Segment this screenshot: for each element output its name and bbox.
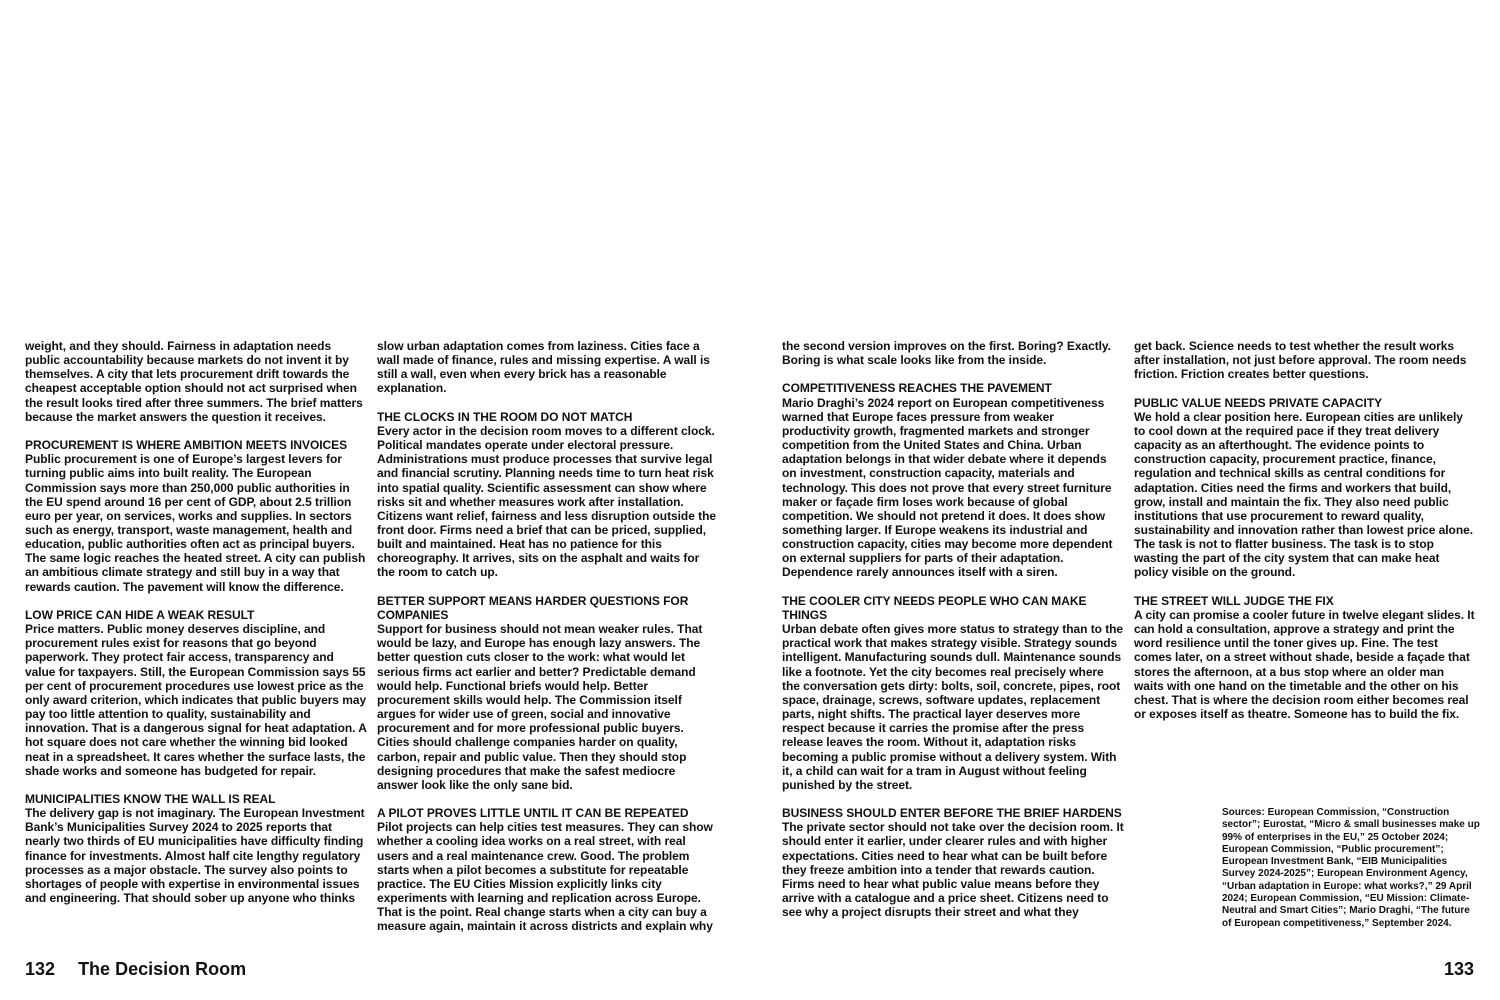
article-section — [1134, 594, 1476, 721]
article-section — [782, 339, 1124, 367]
article-section — [1134, 396, 1476, 580]
right-page-column-2 — [1134, 339, 1476, 735]
page-number-left: 132 — [25, 959, 56, 979]
body-text: the second version improves on the first. Boring? Exactly. Boring is what scale looks like from the inside. — [782, 339, 1111, 368]
body-text: We hold a clear position here. European cities are unlikely to cool down at the required pace if they treat delivery capacity as an afterthought. The evidence points to construction capacity, procurement practice, finance, regulation and technical skills as central conditions for adaptation. Cities need the firms and workers that build, grow, install and maintain the fix. They also need public institutions that use procurement to reward quality, sustainability and innovation rather than lowest price alone. The task is not to flatter business. The task is to stop wasting the part of the city system that can make heat policy visible on the ground. — [1134, 409, 1474, 580]
body-text: The private sector should not take over the decision room. It should enter it earlier, under clearer rules and with higher expectations. Cities need to hear what can be built before they freeze ambition into a tender that rewards caution. Firms need to hear what public value means before they arrive with a catalogue and a price sheet. Citizens need to see why a project disrupts their street and what they — [782, 820, 1124, 920]
section-heading: LOW PRICE CAN HIDE A WEAK RESULT — [25, 607, 255, 622]
running-title: The Decision Room — [78, 959, 247, 979]
body-text: get back. Science needs to test whether the result works after installation, not just before approval. The room needs friction. Friction creates better questions. — [1134, 339, 1467, 382]
body-text: A city can promise a cooler future in twelve elegant slides. It can hold a consultation, approve a strategy and print the word resilience until the toner gives up. Fine. The test comes later, on a street without shade, beside a façade that stores the afternoon, at a bus stop where an older man waits with one hand on the timetable and the other on his chest. That is where the decision room either becomes real or exposes itself as theatre. Someone has to build the fix. — [1134, 607, 1475, 722]
page-number-right: 133 — [1443, 959, 1474, 979]
article-section — [377, 410, 719, 580]
left-page-column-1 — [25, 339, 367, 919]
sources-note: Sources: European Commission, “Construction sector”; Eurostat, “Micro & small businesses make up 99% of enterprises in the EU,” 25 October 2024; European Commission, “Public procurement”; European Investment Bank, “EIB Municipalities Survey 2024-2025”; European Environment Agency, “Urban adaptation in Europe: what works?,” 29 April 2024; European Commission, “EU Mission: Climate-Neutral and Smart Cities”; Mario Draghi, “The future of European competitiveness,” September 2024. — [1222, 807, 1480, 929]
section-heading: BETTER SUPPORT MEANS HARDER QUESTIONS FOR COMPANIES — [377, 593, 689, 622]
article-section — [25, 438, 367, 594]
section-heading: THE COOLER CITY NEEDS PEOPLE WHO CAN MAKE THINGS — [782, 593, 1087, 622]
body-text: Mario Draghi’s 2024 report on European competitiveness warned that Europe faces pressure from weaker productivity growth, fragmented markets and stronger competition from the United States and China. Urban adaptation belongs in that wider debate where it depends on investment, construction capacity, materials and technology. This does not prove that every street furniture maker or façade firm loses work because of global competition. We should not pretend it does. It does show something larger. If Europe weakens its industrial and construction capacity, cities may become more dependent on external suppliers for parts of their adaptation. Dependence rarely announces itself with a siren. — [782, 395, 1113, 580]
body-text: Pilot projects can help cities test measures. They can show whether a cooling idea works on a real street, with real users and a real maintenance crew. Good. The problem starts when a pilot becomes a substitute for repeatable practice. The EU Cities Mission explicitly links city experiments with learning and replication across Europe. That is the point. Real change starts when a city can buy a measure again, maintain it across districts and explain why — [377, 820, 713, 934]
article-section — [377, 339, 719, 396]
body-text: weight, and they should. Fairness in adaptation needs public accountability because markets do not invent it by themselves. A city that lets procurement drift towards the cheapest acceptable option should not act surprised when the result looks tired after three summers. The brief matters because the market answers the question it receives. — [25, 339, 363, 424]
article-section — [25, 339, 367, 424]
body-text: slow urban adaptation comes from laziness. Cities face a wall made of finance, rules and missing expertise. A wall is still a wall, even when every brick has a reasonable explanation. — [377, 339, 710, 396]
article-section — [782, 594, 1124, 792]
article-section — [782, 806, 1124, 919]
section-heading: PROCUREMENT IS WHERE AMBITION MEETS INVOICES — [25, 438, 348, 453]
section-heading: MUNICIPALITIES KNOW THE WALL IS REAL — [25, 791, 276, 806]
section-heading: BUSINESS SHOULD ENTER BEFORE THE BRIEF HARDENS — [782, 806, 1122, 821]
section-heading: THE STREET WILL JUDGE THE FIX — [1134, 593, 1334, 608]
article-section — [377, 594, 719, 792]
left-page-column-2 — [377, 339, 719, 948]
section-heading: PUBLIC VALUE NEEDS PRIVATE CAPACITY — [1134, 395, 1383, 410]
section-heading: THE CLOCKS IN THE ROOM DO NOT MATCH — [377, 409, 633, 424]
article-section — [25, 792, 367, 905]
body-text: Public procurement is one of Europe’s largest levers for turning public aims into built reality. The European Commission says more than 250,000 public authorities in the EU spend around 16 per cent of GDP, about 2.5 trillion euro per year, on services, works and supplies. In sectors such as energy, transport, waste management, health and education, public authorities often act as principal buyers. The same logic reaches the heated street. A city can publish an ambitious climate strategy and still buy in a way that rewards caution. The pavement will know the difference. — [25, 452, 366, 594]
right-page-footer — [1444, 958, 1474, 980]
section-heading: COMPETITIVENESS REACHES THE PAVEMENT — [782, 381, 1052, 396]
article-section — [25, 608, 367, 778]
article-section — [1134, 339, 1476, 381]
article-section — [377, 806, 719, 933]
section-heading: A PILOT PROVES LITTLE UNTIL IT CAN BE REPEATED — [377, 806, 689, 821]
body-text: Every actor in the decision room moves to a different clock. Political mandates operate under electoral pressure. Administrations must produce processes that survive legal and financial scrutiny. Planning needs time to turn heat risk into spatial quality. Scientific assessment can show where risks sit and whether measures work after installation. Citizens want relief, fairness and less disruption outside the front door. Firms need a brief that can be priced, supplied, built and maintained. Heat has no patience for this choreography. It arrives, sits on the asphalt and waits for the room to catch up. — [377, 423, 716, 580]
left-page-footer — [25, 958, 246, 980]
right-page-column-1 — [782, 339, 1124, 934]
body-text: Support for business should not mean weaker rules. That would be lazy, and Europe has enough lazy answers. The better question cuts closer to the work: what would let serious firms act earlier and better? Predictable demand would help. Functional briefs would help. Better procurement skills would help. The Commission itself argues for wider use of green, social and innovative procurement and for more professional public buyers. Cities should challenge companies harder on quality, carbon, repair and public value. Then they should stop designing procedures that make the safest mediocre answer look like the only sane bid. — [377, 622, 703, 792]
body-text: Urban debate often gives more status to strategy than to the practical work that makes strategy visible. Strategy sounds intelligent. Manufacturing sounds dull. Maintenance sounds like a footnote. Yet the city becomes real precisely where the conversation gets dirty: bolts, soil, concrete, pipes, root space, drainage, screws, software updates, replacement parts, night shifts. The practical layer deserves more respect because it carries the promise after the press release leaves the room. Without it, adaptation risks becoming a public promise without a delivery system. With it, a child can wait for a tram in August without feeling punished by the street. — [782, 622, 1124, 792]
article-section — [782, 381, 1124, 579]
body-text: Price matters. Public money deserves discipline, and procurement rules exist for reasons that go beyond paperwork. They protect fair access, transparency and value for taxpayers. Still, the European Commission says 55 per cent of procurement procedures use lowest price as the only award criterion, which indicates that public buyers may pay too little attention to quality, sustainability and innovation. That is a dangerous signal for heat adaptation. A hot square does not care whether the winning bid looked neat in a spreadsheet. It cares whether the surface lasts, the shade works and someone has budgeted for repair. — [25, 622, 367, 778]
body-text: The delivery gap is not imaginary. The European Investment Bank’s Municipalities Survey 2024 to 2025 reports that nearly two thirds of EU municipalities have difficulty finding finance for investments. Almost half cite lengthy regulatory processes as a major obstacle. The survey also points to shortages of people with expertise in environmental issues and engineering. That should sober up anyone who thinks — [25, 806, 365, 906]
